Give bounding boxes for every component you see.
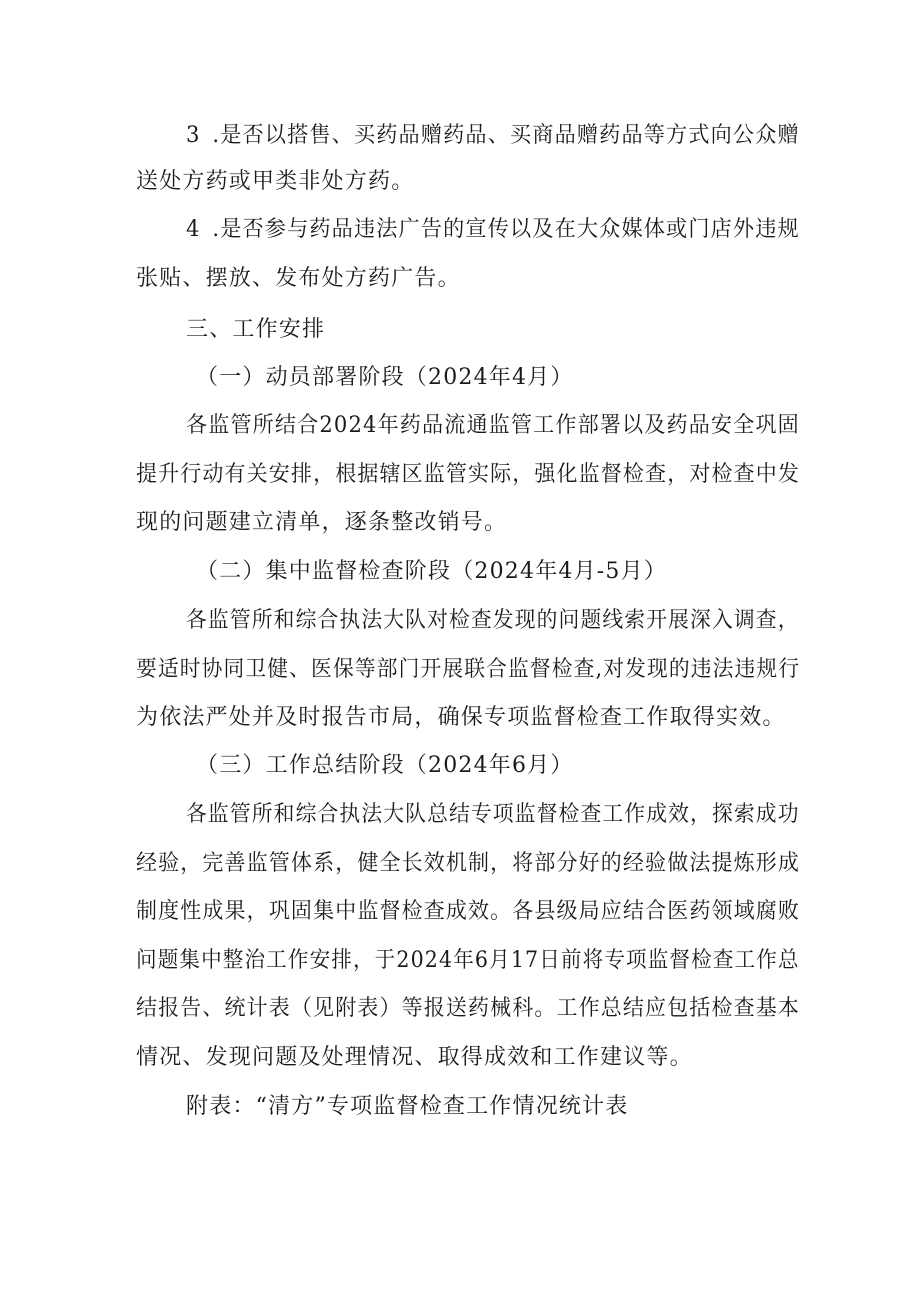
stage-2-para-line-2: 要适时协同卫健、医保等部门开展联合监督检查,对发现的违法违规行 bbox=[136, 657, 801, 682]
stage-3-para-line-3: 制度性成果，巩固集中监督检查成效。各县级局应结合医药领域腐败 bbox=[136, 899, 800, 924]
item-4-line-2: 张贴、摆放、发布处方药广告。 bbox=[136, 266, 461, 291]
stage-3-para-line-2: 经验，完善监管体系，健全长效机制，将部分好的经验做法提炼形成 bbox=[136, 851, 800, 876]
attachment-note: 附表：“清方”专项监督检查工作情况统计表 bbox=[186, 1094, 629, 1119]
item-3-line-1: 3 .是否以搭售、买药品赠药品、买商品赠药品等方式向公众赠 bbox=[186, 123, 800, 148]
item-3-line-2: 送处方药或甲类非处方药。 bbox=[136, 169, 415, 194]
section-heading-work-arrangement: 三、工作安排 bbox=[186, 317, 326, 342]
stage-2-heading: （二）集中监督检查阶段（2024年4月-5月） bbox=[196, 559, 668, 584]
stage-1-para-line-2: 提升行动有关安排，根据辖区监管实际，强化监督检查，对检查中发 bbox=[136, 462, 800, 487]
stage-1-para-line-1: 各监管所结合2024年药品流通监管工作部署以及药品安全巩固 bbox=[186, 413, 800, 438]
stage-3-heading: （三）工作总结阶段（2024年6月） bbox=[196, 753, 574, 778]
stage-1-para-line-3: 现的问题建立清单，逐条整改销号。 bbox=[136, 510, 508, 535]
stage-1-heading: （一）动员部署阶段（2024年4月） bbox=[196, 365, 574, 390]
stage-2-para-line-3: 为依法严处并及时报告市局，确保专项监督检查工作取得实效。 bbox=[136, 705, 786, 730]
stage-3-para-line-1: 各监管所和综合执法大队总结专项监督检查工作成效，探索成功 bbox=[186, 802, 800, 827]
stage-3-para-line-6: 情况、发现问题及处理情况、取得成效和工作建议等。 bbox=[136, 1045, 693, 1070]
stage-3-para-line-5: 结报告、统计表（见附表）等报送药械科。工作总结应包括检查基本 bbox=[136, 996, 800, 1021]
stage-2-para-line-1: 各监管所和综合执法大队对检查发现的问题线索开展深入调查， bbox=[186, 608, 800, 633]
stage-3-para-line-4: 问题集中整治工作安排，于2024年6月17日前将专项监督检查工作总 bbox=[136, 948, 800, 973]
item-4-line-1: 4 .是否参与药品违法广告的宣传以及在大众媒体或门店外违规 bbox=[186, 217, 800, 242]
